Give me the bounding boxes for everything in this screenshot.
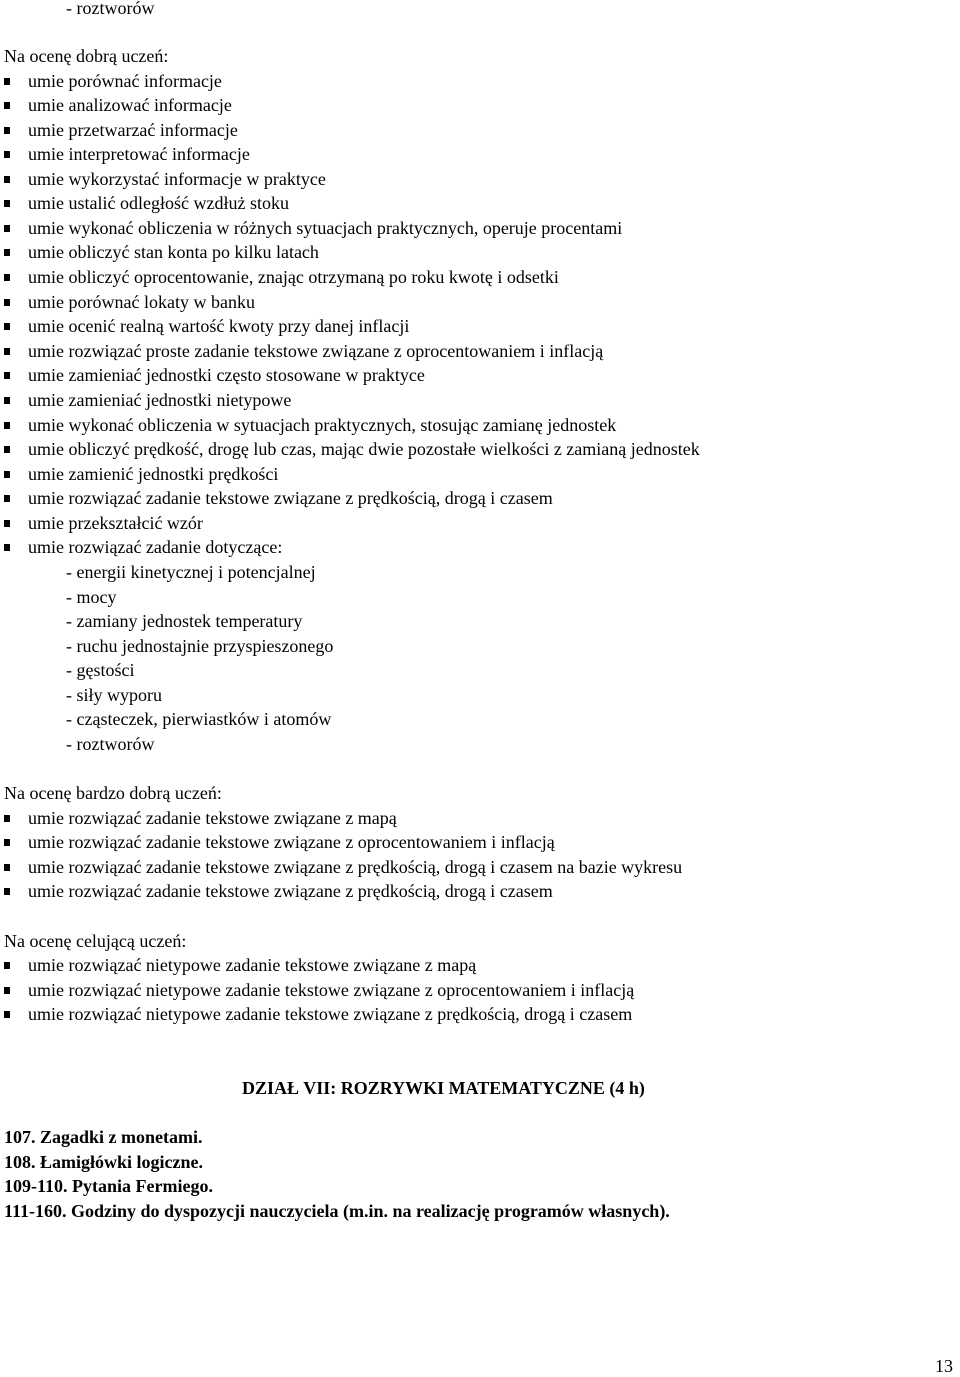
bullet-icon [4,839,10,846]
page-number: 13 [935,1356,953,1376]
bullet-icon [4,495,10,502]
subitem-text: - roztworów [66,0,155,18]
bullet-icon [4,176,10,183]
lesson-item: 111-160. Godziny do dyspozycji nauczyciela (m.in. na realizację programów własnych). [4,1201,670,1221]
bullet-icon [4,397,10,404]
department-title: DZIAŁ VII: ROZRYWKI MATEMATYCZNE (4 h) [242,1078,645,1098]
bullet-icon [4,987,10,994]
lesson-item: 107. Zagadki z monetami. [4,1127,203,1147]
bullet-icon [4,102,10,109]
heading-very-good-grade: Na ocenę bardzo dobrą uczeń: [4,783,222,803]
lesson-item: 109-110. Pytania Fermiego. [4,1176,213,1196]
bullet-icon [4,520,10,527]
bullet-icon [4,446,10,453]
bullet-icon [4,422,10,429]
bullet-icon [4,372,10,379]
bullet-icon [4,962,10,969]
bullet-icon [4,815,10,822]
bullet-icon [4,249,10,256]
bullet-icon [4,151,10,158]
bullet-icon [4,225,10,232]
bullet-icon [4,864,10,871]
bullet-icon [4,323,10,330]
bullet-icon [4,78,10,85]
bullet-icon [4,888,10,895]
heading-excellent-grade: Na ocenę celującą uczeń: [4,931,187,951]
bullet-icon [4,471,10,478]
bullet-icon [4,274,10,281]
bullet-icon [4,127,10,134]
bullet-icon [4,1011,10,1018]
heading-good-grade: Na ocenę dobrą uczeń: [4,46,169,66]
bullet-icon [4,299,10,306]
bullet-icon [4,544,10,551]
bullet-icon [4,200,10,207]
lesson-item: 108. Łamigłówki logiczne. [4,1152,203,1172]
bullet-icon [4,348,10,355]
